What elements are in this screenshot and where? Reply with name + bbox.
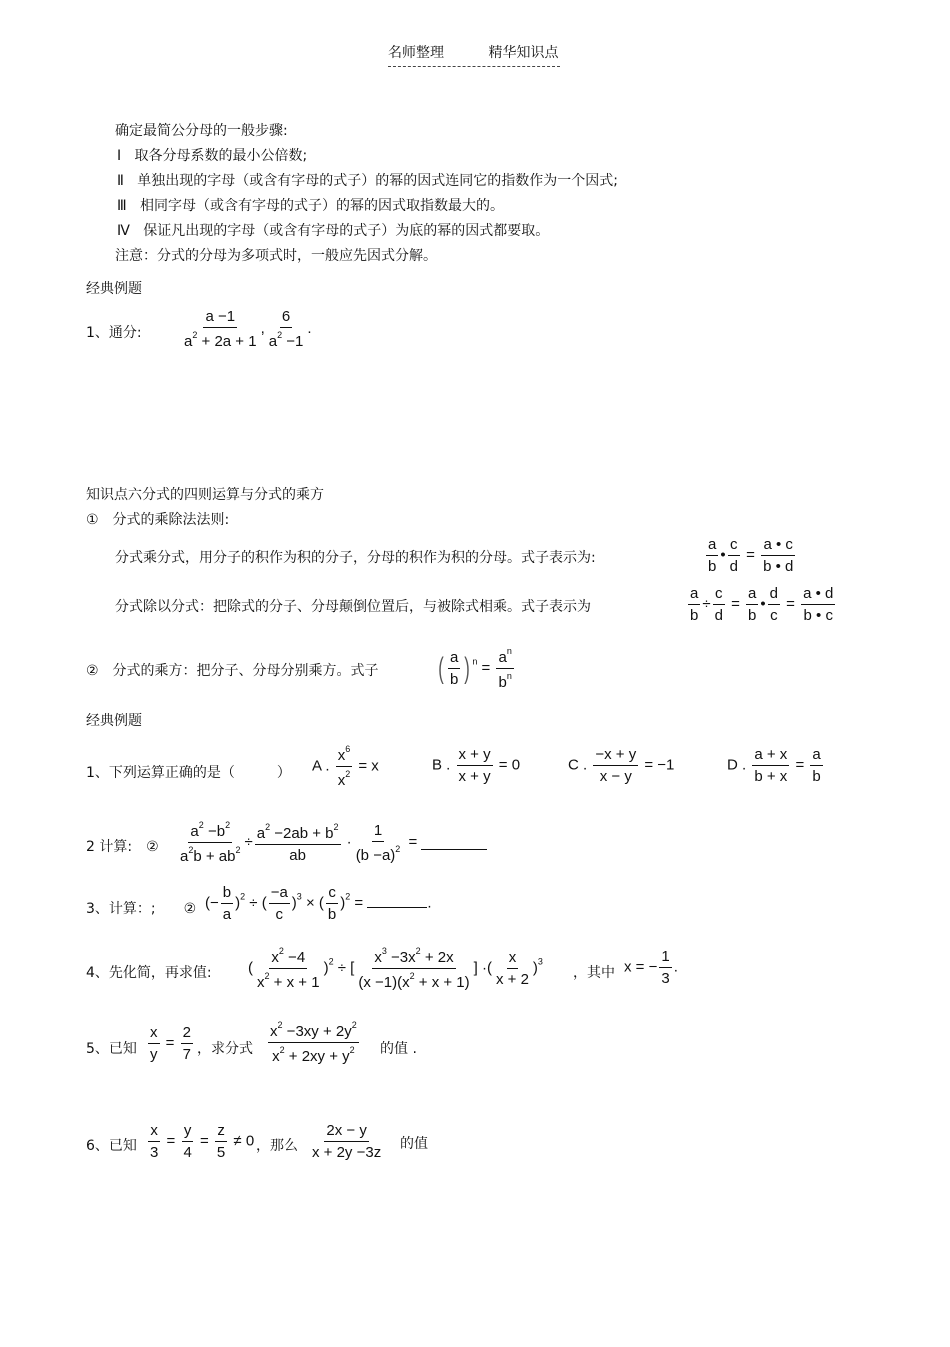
step-text: 取各分母系数的最小公倍数; xyxy=(134,148,308,164)
question-5-given: $\frac{x}{y}$ = $\frac{2}{7}$ xyxy=(150,1024,191,1064)
step-item-3 xyxy=(117,195,504,215)
question-6-tail: 的值 xyxy=(400,1136,428,1152)
step-num: Ⅳ xyxy=(117,223,130,239)
example-heading: 经典例题 xyxy=(86,281,142,297)
step-item-1 xyxy=(117,145,307,165)
question-2-formula: $\frac{a^2 -b^2}{a^2b + ab^2}$ ÷ $\frac{a^2 -2ab + b^2}{ab}$ · $\frac{1}{(b -a)^2}$ = xyxy=(176,820,487,866)
rule-1-multiply: 分式乘分式，用分子的积作为积的分子，分母的积作为积的分母。式子表示为: xyxy=(115,550,596,566)
steps-title: 确定最简公分母的一般步骤: xyxy=(115,123,288,139)
option-b-label: B . xyxy=(432,756,451,774)
question-4-where: ，其中 xyxy=(573,965,615,981)
question-4-value: x = − $\frac{1}{3}$ . xyxy=(624,948,678,988)
question-3-label: 3、计算：; ② xyxy=(86,901,197,917)
question-5-label: 5、已知 xyxy=(86,1041,137,1057)
power-formula: ( $\frac{a}{b}$ ) $^n$ = $\frac{a^n}{b^n}$ xyxy=(438,646,512,692)
step-num: Ⅰ xyxy=(117,148,122,164)
header-left: 名师整理 xyxy=(388,45,444,61)
question-6-mid: ，那么 xyxy=(256,1138,298,1154)
page-header xyxy=(388,42,560,67)
step-text: 单独出现的字母（或含有字母的式子）的幂的因式连同它的指数作为一个因式; xyxy=(137,173,618,189)
question-1-option-c: C . $\frac{-x + y}{x - y}$ = −1 xyxy=(568,746,675,786)
question-3-formula: (− $\frac{b}{a}$ )$^2$ ÷ ( $\frac{-a}{c}$ )$^3$ × ( $\frac{c}{b}$ )$^2$ = . xyxy=(205,884,432,924)
step-num: Ⅱ xyxy=(117,173,124,189)
rule-1-divide: 分式除以分式：把除式的分子、分母颠倒位置后，与被除式相乘。式子表示为 xyxy=(115,599,591,615)
rule-2: ② 分式的乘方：把分子、分母分别乘方。式子 xyxy=(86,663,379,679)
header-right: 精华知识点 xyxy=(488,45,559,61)
question-6-formula: $\frac{2x - y}{x + 2y -3z}$ xyxy=(312,1122,382,1162)
example-1-label: 1、通分: xyxy=(86,325,142,341)
question-4-label: 4、先化简，再求值: xyxy=(86,965,212,981)
step-text: 保证凡出现的字母（或含有字母的式子）为底的幂的因式都要取。 xyxy=(143,223,550,239)
example-heading: 经典例题 xyxy=(86,713,142,729)
divide-formula: $\frac{a}{b}$ ÷ $\frac{c}{d}$ = $\frac{a}{b}$ • $\frac{d}{c}$ = $\frac{a • d}{b • c}$ xyxy=(690,585,834,625)
option-c-label: C . xyxy=(568,756,588,774)
question-6-given: $\frac{x}{3}$ = $\frac{y}{4}$ = $\frac{z}{5}$ ≠ 0 xyxy=(150,1122,255,1162)
section-title: 知识点六分式的四则运算与分式的乘方 xyxy=(86,487,324,503)
question-4-formula: ( $\frac{x^2 -4}{x^2 + x + 1}$ )$^2$ ÷ [ $\frac{x^3 -3x^2 + 2x}{(x -1)(x^2 + x + 1)}$ ] ·( $\frac{x}{x + 2}$ )$^3$ xyxy=(248,946,543,992)
question-5-formula: $\frac{x^2 -3xy + 2y^2}{x^2 + 2xy + y^2}$ xyxy=(270,1020,357,1066)
step-text: 相同字母（或含有字母的式子）的幂的因式取指数最大的。 xyxy=(140,198,505,214)
steps-note: 注意：分式的分母为多项式时，一般应先因式分解。 xyxy=(115,248,437,264)
question-5-mid: ，求分式 xyxy=(197,1041,253,1057)
question-6-label: 6、已知 xyxy=(86,1138,137,1154)
question-1-option-a: A . $\frac{x^6}{x^2}$ = x xyxy=(312,744,379,790)
multiply-formula: $\frac{a}{b}$ • $\frac{c}{d}$ = $\frac{a • c}{b • d}$ xyxy=(708,536,794,576)
option-d-label: D . xyxy=(727,756,747,774)
question-1-option-b: B . $\frac{x + y}{x + y}$ = 0 xyxy=(432,746,521,786)
step-item-4 xyxy=(117,220,549,240)
example-1-formula: $\frac{a -1}{a^2 + 2a + 1}$ , $\frac{6}{a^2 -1}$ . xyxy=(184,308,312,351)
step-item-2 xyxy=(117,170,618,190)
question-1-option-d: D . $\frac{a + x}{b + x}$ = $\frac{a}{b}$ xyxy=(727,746,821,786)
question-2-label: 2 计算: ② xyxy=(86,839,159,855)
option-a-label: A . xyxy=(312,757,330,775)
step-num: Ⅲ xyxy=(117,198,127,214)
question-5-tail: 的值 . xyxy=(380,1041,417,1057)
rule-1-label: ① 分式的乘除法法则: xyxy=(86,512,230,528)
question-1-label: 1、下列运算正确的是（ ） xyxy=(86,765,291,781)
